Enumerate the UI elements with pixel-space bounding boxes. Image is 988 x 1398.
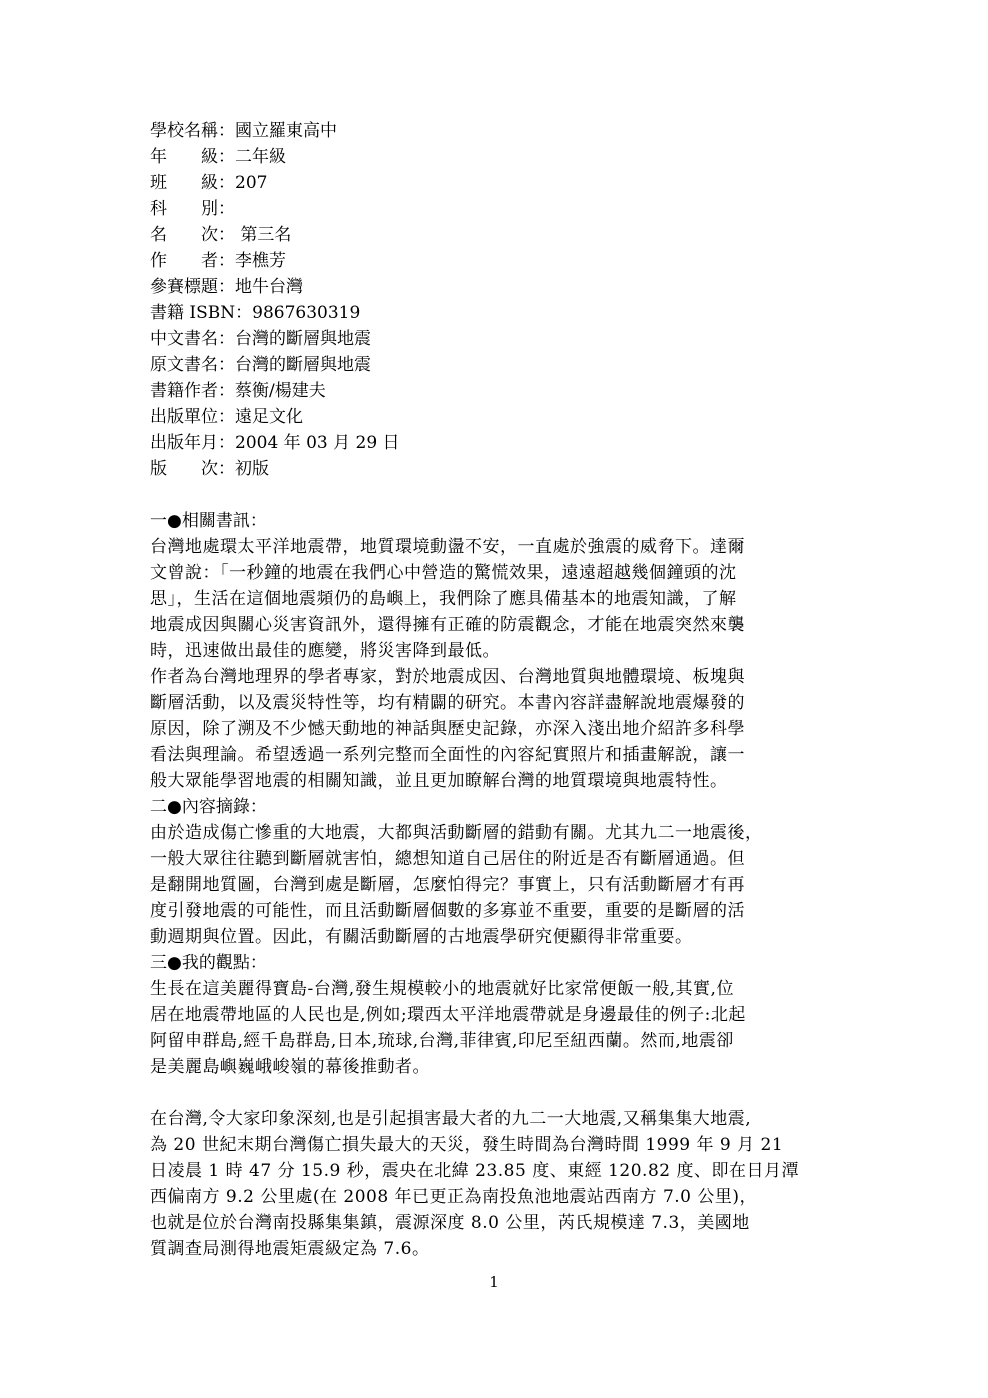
section	[150, 508, 870, 794]
info-line: 出版年月：2004 年 03 月 29 日	[150, 433, 400, 453]
section-heading: 三●我的觀點：	[150, 953, 267, 973]
paragraph-line: 由於造成傷亡慘重的大地震，大都與活動斷層的錯動有關。尤其九二一地震後，	[150, 823, 763, 843]
info-line: 出版單位：遠足文化	[150, 407, 303, 427]
info-line: 作 者：李樵芳	[150, 251, 286, 271]
info-line: 書籍作者：蔡衡/楊建夫	[150, 381, 326, 401]
paragraph-line: 阿留申群島,經千島群島,日本,琉球,台灣,菲律賓,印尼至紐西蘭。然而,地震卻	[150, 1031, 734, 1051]
paragraph-line: 看法與理論。希望透過一系列完整而全面性的內容紀實照片和插畫解說，讓一	[150, 745, 745, 765]
paragraph-line: 時，迅速做出最佳的應變，將災害降到最低。	[150, 641, 500, 661]
info-line: 科 別：	[150, 199, 235, 219]
section	[150, 794, 870, 950]
paragraph-line: 是美麗島嶼巍峨峻嶺的幕後推動者。	[150, 1057, 430, 1077]
section	[150, 950, 870, 1262]
paragraph-line: 也就是位於台灣南投縣集集鎮，震源深度 8.0 公里，芮氏規模達 7.3，美國地	[150, 1213, 750, 1233]
paragraph-line: 思」，生活在這個地震頻仍的島嶼上，我們除了應具備基本的地震知識，了解	[150, 589, 737, 609]
entry-info-block	[150, 118, 870, 482]
info-line: 原文書名：台灣的斷層與地震	[150, 355, 371, 375]
info-line: 版 次：初版	[150, 459, 269, 479]
info-line: 年 級：二年級	[150, 147, 286, 167]
paragraph-line: 台灣地處環太平洋地震帶，地質環境動盪不安，一直處於強震的威脅下。達爾	[150, 537, 745, 557]
info-line: 學校名稱：國立羅東高中	[150, 121, 337, 141]
paragraph-line: 質調查局測得地震矩震級定為 7.6。	[150, 1239, 430, 1259]
section-heading: 一●相關書訊：	[150, 511, 267, 531]
paragraph-line: 日凌晨 1 時 47 分 15.9 秒，震央在北緯 23.85 度、東經 120.82 度、即在日月潭	[150, 1161, 799, 1181]
document-body	[150, 118, 870, 1262]
section-heading: 二●內容摘錄：	[150, 797, 267, 817]
paragraph-line: 般大眾能學習地震的相關知識，並且更加瞭解台灣的地質環境與地震特性。	[150, 771, 728, 791]
info-line: 班 級：207	[150, 173, 268, 193]
info-line: 名 次： 第三名	[150, 225, 292, 245]
paragraph-line: 是翻開地質圖，台灣到處是斷層，怎麼怕得完？事實上，只有活動斷層才有再	[150, 875, 745, 895]
info-line: 中文書名：台灣的斷層與地震	[150, 329, 371, 349]
sections-block	[150, 508, 870, 1262]
blank-line	[150, 1080, 870, 1106]
page-number: 1	[489, 1273, 499, 1291]
paragraph-line: 作者為台灣地理界的學者專家，對於地震成因、台灣地質與地體環境、板塊與	[150, 667, 745, 687]
info-line: 書籍 ISBN：9867630319	[150, 303, 361, 323]
paragraph-line: 一般大眾往往聽到斷層就害怕，總想知道自己居住的附近是否有斷層通過。但	[150, 849, 745, 869]
paragraph-line: 地震成因與關心災害資訊外，還得擁有正確的防震觀念，才能在地震突然來襲	[150, 615, 745, 635]
info-line: 參賽標題：地牛台灣	[150, 277, 303, 297]
paragraph-line: 動週期與位置。因此，有關活動斷層的古地震學研究便顯得非常重要。	[150, 927, 693, 947]
paragraph-line: 居在地震帶地區的人民也是,例如;環西太平洋地震帶就是身邊最佳的例子:北起	[150, 1005, 746, 1025]
paragraph-line: 斷層活動，以及震災特性等，均有精闢的研究。本書內容詳盡解說地震爆發的	[150, 693, 745, 713]
paragraph-line: 原因，除了溯及不少憾天動地的神話與歷史記錄，亦深入淺出地介紹許多科學	[150, 719, 745, 739]
paragraph-line: 在台灣,令大家印象深刻,也是引起損害最大者的九二一大地震,又稱集集大地震,	[150, 1109, 752, 1129]
spacer	[150, 482, 870, 508]
paragraph-line: 西偏南方 9.2 公里處(在 2008 年已更正為南投魚池地震站西南方 7.0 公里)，	[150, 1187, 758, 1207]
paragraph-line: 為 20 世紀末期台灣傷亡損失最大的天災，發生時間為台灣時間 1999 年 9 月 21	[150, 1135, 784, 1155]
paragraph-line: 文曾說：「一秒鐘的地震在我們心中營造的驚慌效果，遠遠超越幾個鐘頭的沈	[150, 563, 737, 583]
paragraph-line: 度引發地震的可能性，而且活動斷層個數的多寡並不重要，重要的是斷層的活	[150, 901, 745, 921]
paragraph-line: 生長在這美麗得寶島-台灣,發生規模較小的地震就好比家常便飯一般,其實,位	[150, 979, 734, 999]
